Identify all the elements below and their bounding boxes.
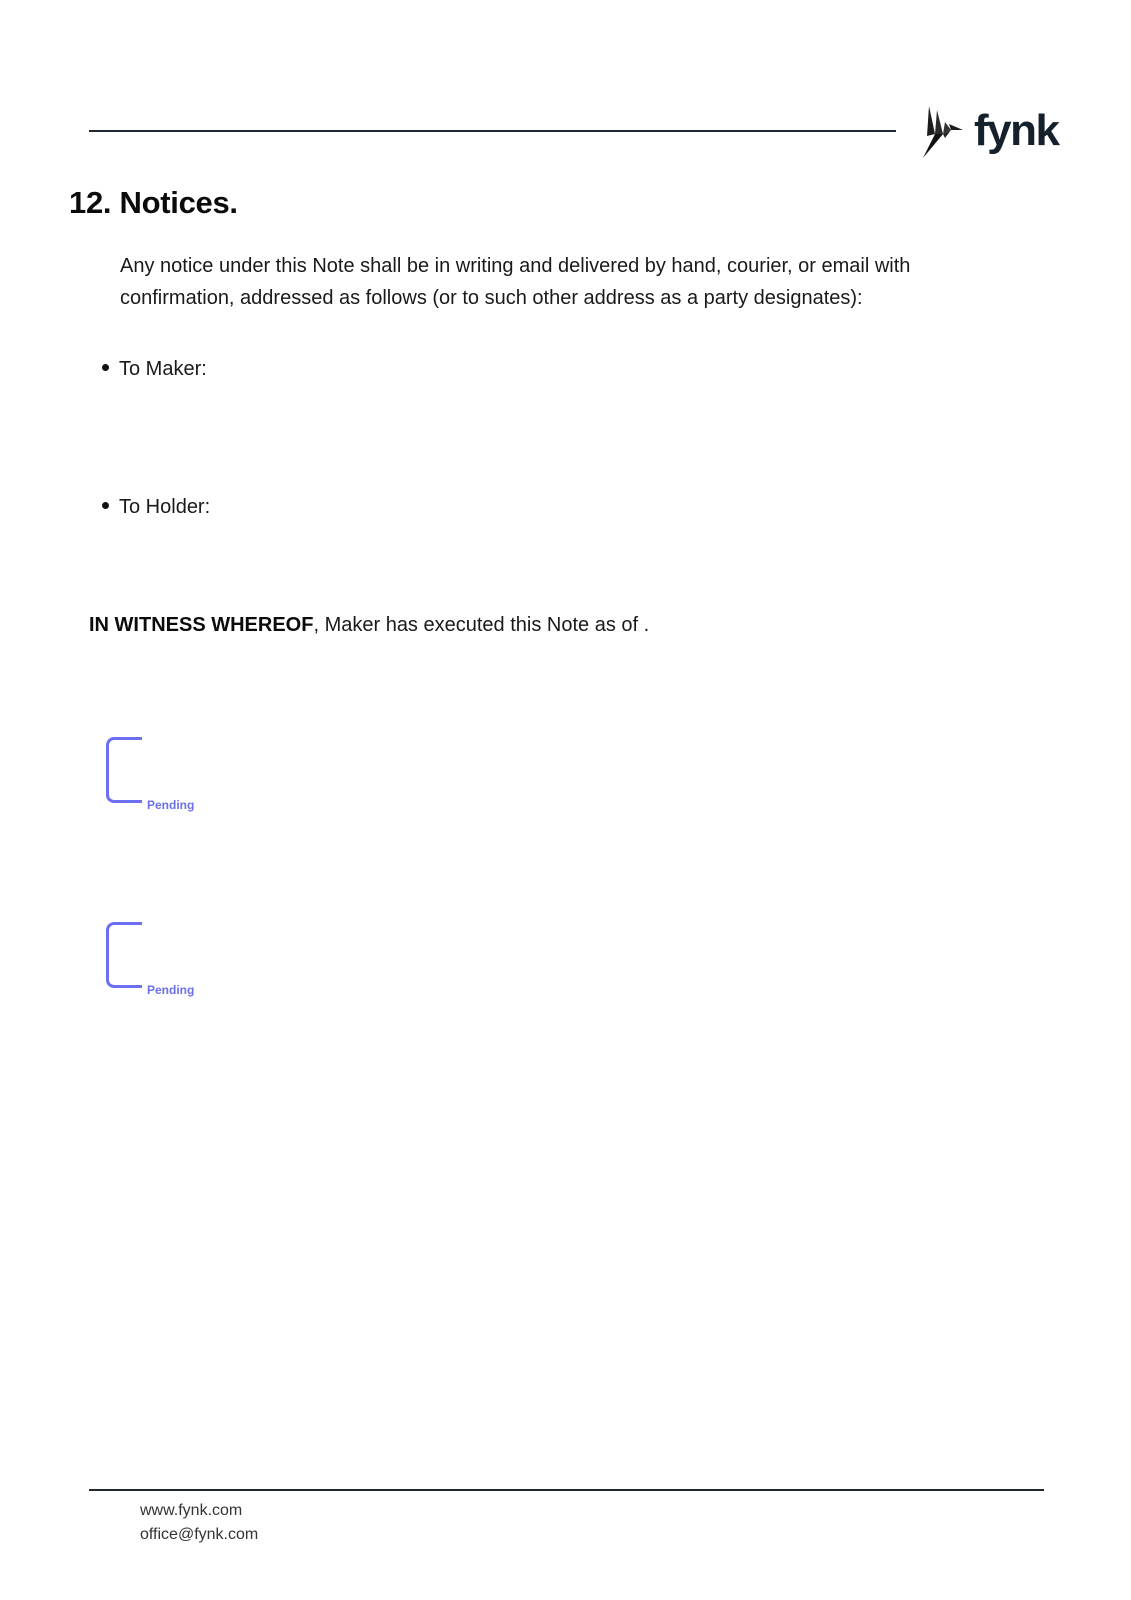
footer-email[interactable]: office@fynk.com	[140, 1526, 259, 1543]
witness-bold: IN WITNESS WHEREOF	[89, 614, 314, 636]
bullet-icon	[102, 364, 109, 371]
signature-field-1[interactable]	[106, 737, 142, 803]
section-heading: 12. Notices.	[69, 185, 238, 220]
signature-field-2[interactable]	[106, 922, 142, 988]
signature-status-2: Pending	[147, 983, 195, 997]
signature-status-1: Pending	[147, 798, 195, 812]
paragraph-line-2: confirmation, addressed as follows (or to such other address as a party designates):	[120, 287, 863, 309]
list-item-to-holder	[102, 494, 210, 520]
header-rule	[89, 130, 896, 132]
list-item-to-maker	[102, 356, 207, 382]
footer-rule	[89, 1489, 1044, 1491]
footer-website[interactable]: www.fynk.com	[140, 1502, 243, 1519]
fynk-logo-text: fynk	[974, 106, 1059, 155]
bullet-icon	[102, 502, 109, 509]
bullet-label: To Maker:	[119, 358, 207, 380]
witness-clause	[89, 612, 649, 638]
paragraph-line-1: Any notice under this Note shall be in writing and delivered by hand, courier, or email with	[120, 255, 911, 277]
witness-text: , Maker has executed this Note as of .	[313, 614, 650, 636]
notices-paragraph	[120, 250, 1020, 314]
bullet-label: To Holder:	[119, 496, 211, 518]
fynk-bird-logo-icon	[921, 104, 965, 160]
